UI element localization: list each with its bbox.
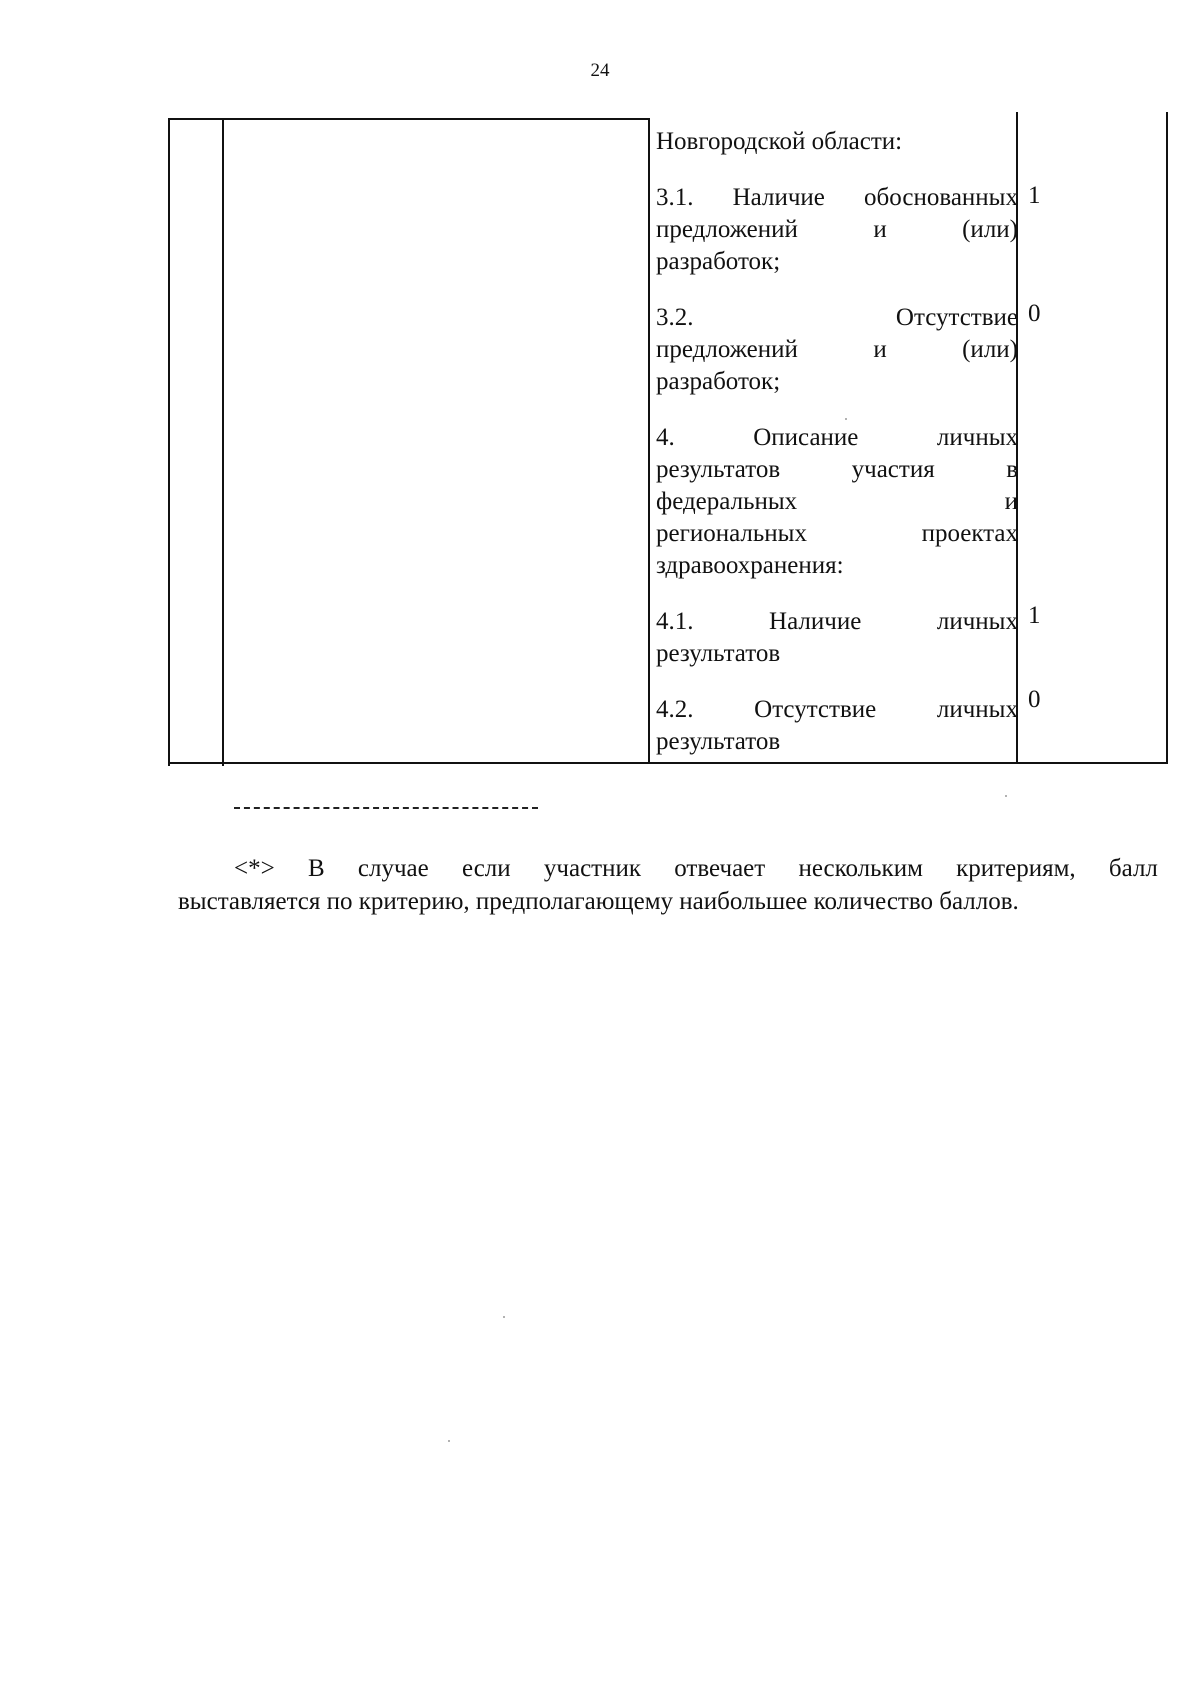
criterion-word: участия	[851, 456, 935, 483]
criteria-cell	[656, 126, 1018, 782]
footnote-word: критериям,	[956, 855, 1076, 882]
scan-speck	[1005, 795, 1007, 797]
criterion-line	[656, 422, 1018, 454]
criterion-region_line	[656, 126, 1018, 158]
page-number: 24	[590, 60, 610, 81]
criterion-3-1	[656, 182, 1018, 278]
scan-speck	[503, 1316, 505, 1318]
criterion-word: предложений	[656, 216, 798, 243]
criterion-line	[656, 334, 1018, 366]
scan-speck	[448, 1440, 450, 1442]
criterion-word: и	[1004, 488, 1018, 515]
score-3-1: 1	[1028, 182, 1041, 209]
footnote-word: В	[307, 855, 325, 882]
footnote-word: отвечает	[674, 855, 766, 882]
criterion-line	[656, 694, 1018, 726]
footnote-line-2: выставляется по критерию, предполагающему наибольшее количество баллов.	[178, 888, 1019, 915]
footnote-separator	[234, 807, 538, 809]
criterion-word: (или)	[962, 336, 1018, 363]
criterion-word: личных	[936, 424, 1018, 451]
criterion-line	[656, 302, 1018, 334]
criterion-line	[656, 182, 1018, 214]
scan-speck	[845, 418, 847, 420]
footnote-word: <*>	[234, 855, 275, 882]
table-col1-border	[222, 118, 224, 766]
criterion-word: 3.2.	[656, 304, 694, 331]
table-col2-border	[648, 118, 650, 762]
criterion-word: 4.	[656, 424, 675, 451]
criterion-word: 3.1.	[656, 184, 694, 211]
criterion-word: Описание	[753, 424, 859, 451]
criterion-line: здравоохранения:	[656, 552, 844, 579]
criterion-line: результатов	[656, 728, 781, 755]
criterion-word: (или)	[962, 216, 1018, 243]
criterion-4-1	[656, 606, 1018, 670]
criterion-word: 4.1.	[656, 608, 694, 635]
criterion-line: разработок;	[656, 368, 781, 395]
criterion-word: обоснованных	[864, 184, 1018, 211]
criterion-word: Наличие	[769, 608, 862, 635]
footnote	[178, 852, 1158, 918]
footnote-word: случае	[357, 855, 429, 882]
criterion-word: в	[1006, 456, 1018, 483]
criterion-word: предложений	[656, 336, 798, 363]
criterion-word: и	[873, 216, 887, 243]
criterion-word: Отсутствие	[754, 696, 877, 723]
criterion-word: проектах	[921, 520, 1018, 547]
criterion-word: Отсутствие	[895, 304, 1018, 331]
criterion-line	[656, 606, 1018, 638]
criterion-4-2	[656, 694, 1018, 758]
score-4-2: 0	[1028, 686, 1041, 713]
criterion-word: и	[873, 336, 887, 363]
criterion-line: Новгородской области:	[656, 128, 903, 155]
criterion-4	[656, 422, 1018, 582]
table-right-border	[1166, 112, 1168, 762]
criterion-line: результатов	[656, 640, 781, 667]
table-left-border	[168, 118, 170, 766]
criterion-line	[656, 486, 1018, 518]
criterion-word: Наличие	[732, 184, 825, 211]
criterion-line	[656, 518, 1018, 550]
criterion-word: результатов	[656, 456, 781, 483]
footnote-line-1	[178, 852, 1158, 885]
criterion-line	[656, 454, 1018, 486]
footnote-word: участник	[543, 855, 642, 882]
criterion-word: региональных	[656, 520, 807, 547]
criterion-line: разработок;	[656, 248, 781, 275]
footnote-word: нескольким	[798, 855, 923, 882]
criterion-line	[656, 214, 1018, 246]
score-4-1: 1	[1028, 602, 1041, 629]
criterion-word: личных	[936, 696, 1018, 723]
criterion-word: 4.2.	[656, 696, 694, 723]
criterion-word: федеральных	[656, 488, 798, 515]
score-3-2: 0	[1028, 300, 1041, 327]
footnote-word: если	[461, 855, 511, 882]
footnote-word: балл	[1108, 855, 1158, 882]
criterion-3-2	[656, 302, 1018, 398]
table-top-border	[168, 118, 650, 120]
criterion-word: личных	[936, 608, 1018, 635]
